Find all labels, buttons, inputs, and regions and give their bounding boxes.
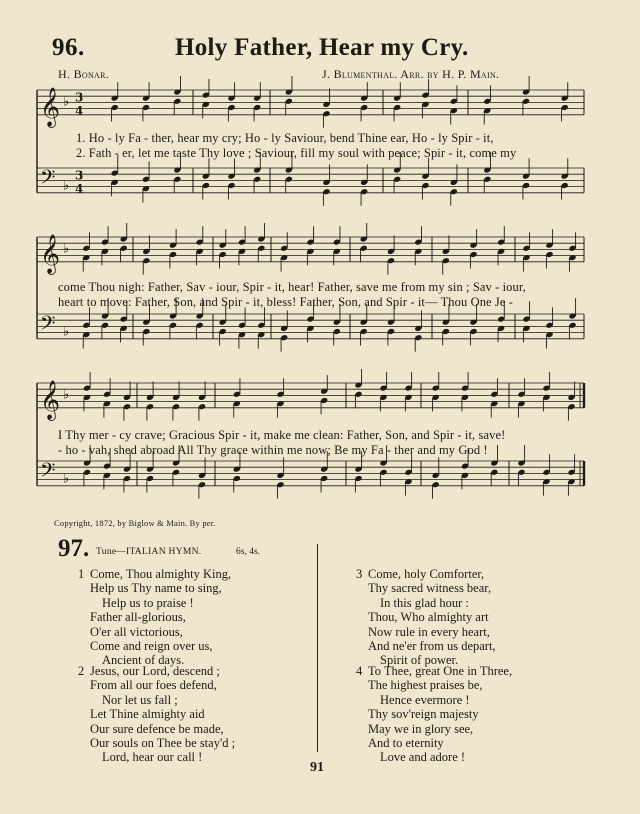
stanza-line: Thy sacred witness bear, xyxy=(368,581,492,596)
stanza-line: Father all-glorious, xyxy=(90,610,186,625)
lyric-line-verse2: 2. Fath - er, let me taste Thy love ; Saviour, fill my soul with peace; Spir - it, come my xyxy=(76,146,517,160)
stanza-line: In this glad hour : xyxy=(380,595,469,610)
lyric-line-verse1: I Thy mer - cy crave; Gracious Spir - it, make me clean: Father, Son, and Spir - it, save! xyxy=(58,428,506,442)
clef-symbol: 𝄞 xyxy=(40,379,61,420)
hymn-number: 97. xyxy=(58,535,90,562)
stanza-line: Help us to praise ! xyxy=(102,595,194,610)
clef-symbol: 𝄞 xyxy=(40,233,61,274)
stanza-line: Thy sov'reign majesty xyxy=(368,707,479,722)
stanza-line: To Thee, great One in Three, xyxy=(368,664,513,678)
clef-symbol: 𝄞 xyxy=(40,86,61,127)
stanza-line: Now rule in every heart, xyxy=(368,624,490,639)
stanza-number: 4 xyxy=(356,664,363,678)
hymn-number: 96. xyxy=(52,34,85,61)
copyright-notice: Copyright, 1872, by Biglow & Main. By per. xyxy=(54,518,216,528)
stanza-line: Nor let us fall ; xyxy=(102,692,178,707)
stanza-line: Jesus, our Lord, descend ; xyxy=(90,664,220,678)
stanza-line: Thou, Who almighty art xyxy=(368,610,489,625)
time-signature: 3 xyxy=(75,90,84,105)
stanza-number: 1 xyxy=(78,567,85,581)
key-signature-flat: ♭ xyxy=(63,324,70,340)
time-signature: 4 xyxy=(75,103,84,118)
stanza-line: Lord, hear our call ! xyxy=(102,750,203,765)
key-signature-flat: ♭ xyxy=(63,471,70,487)
lyric-line-verse2: - ho - vah, shed abroad All Thy grace within me now; Be my Fa - ther and my God ! xyxy=(58,443,488,457)
meter: 6s, 4s. xyxy=(236,547,261,557)
tune-label: Tune— xyxy=(96,547,127,557)
stanza-line: Help us Thy name to sing, xyxy=(90,581,222,596)
stanza-line: O'er all victorious, xyxy=(90,624,183,639)
stanza-line: The highest praises be, xyxy=(368,678,483,693)
key-signature-flat: ♭ xyxy=(63,94,70,110)
stanza-line: From all our foes defend, xyxy=(90,678,217,693)
author-credit: H. Bonar. xyxy=(58,67,110,81)
stanza-line: Our sure defence be made, xyxy=(90,721,224,736)
stanza-line: Come and reign over us, xyxy=(90,639,213,653)
stanza-line: And ne'er from us depart, xyxy=(368,639,496,653)
key-signature-flat: ♭ xyxy=(63,387,70,403)
key-signature-flat: ♭ xyxy=(63,241,70,257)
stanza-line: Come, Thou almighty King, xyxy=(90,567,232,581)
stanza-line: And to eternity xyxy=(368,736,444,750)
lyric-line-verse1: 1. Ho - ly Fa - ther, hear my cry; Ho - ly Saviour, bend Thine ear, Ho - ly Spir - it, xyxy=(76,131,494,145)
stanza-line: Hence evermore ! xyxy=(380,692,470,707)
clef-symbol: 𝄢 xyxy=(40,458,56,487)
key-signature-flat: ♭ xyxy=(63,178,70,194)
stanza-line: Spirit of power. xyxy=(380,653,459,668)
stanza-line: Love and adore ! xyxy=(380,750,466,765)
time-signature: 3 xyxy=(75,168,84,183)
stanza-line: Come, holy Comforter, xyxy=(368,567,485,581)
column-divider xyxy=(317,544,318,752)
composer-credit: J. Blumenthal. Arr. by H. P. Main. xyxy=(322,67,500,81)
time-signature: 4 xyxy=(75,181,84,196)
page-number: 91 xyxy=(310,760,324,775)
stanza-line: Let Thine almighty aid xyxy=(90,707,205,722)
stanza-number: 3 xyxy=(356,567,363,581)
stanza-line: Our souls on Thee be stay'd ; xyxy=(90,736,236,750)
hymn-title: Holy Father, Hear my Cry. xyxy=(175,34,469,61)
clef-symbol: 𝄢 xyxy=(40,311,56,340)
lyric-line-verse1: come Thou nigh: Father, Sav - iour, Spir - it, hear! Father, save me from my sin ; Sav - iour, xyxy=(58,280,526,294)
tune-name: ITALIAN HYMN. xyxy=(126,547,202,557)
lyric-line-verse2: heart to move: Father, Son, and Spir - it, bless! Father, Son, and Spir - it— Thou One Je - xyxy=(58,295,514,309)
stanza-line: May we in glory see, xyxy=(368,721,474,736)
stanza-number: 2 xyxy=(78,664,85,678)
stanza-line: Ancient of days. xyxy=(102,653,185,668)
clef-symbol: 𝄢 xyxy=(40,165,56,194)
